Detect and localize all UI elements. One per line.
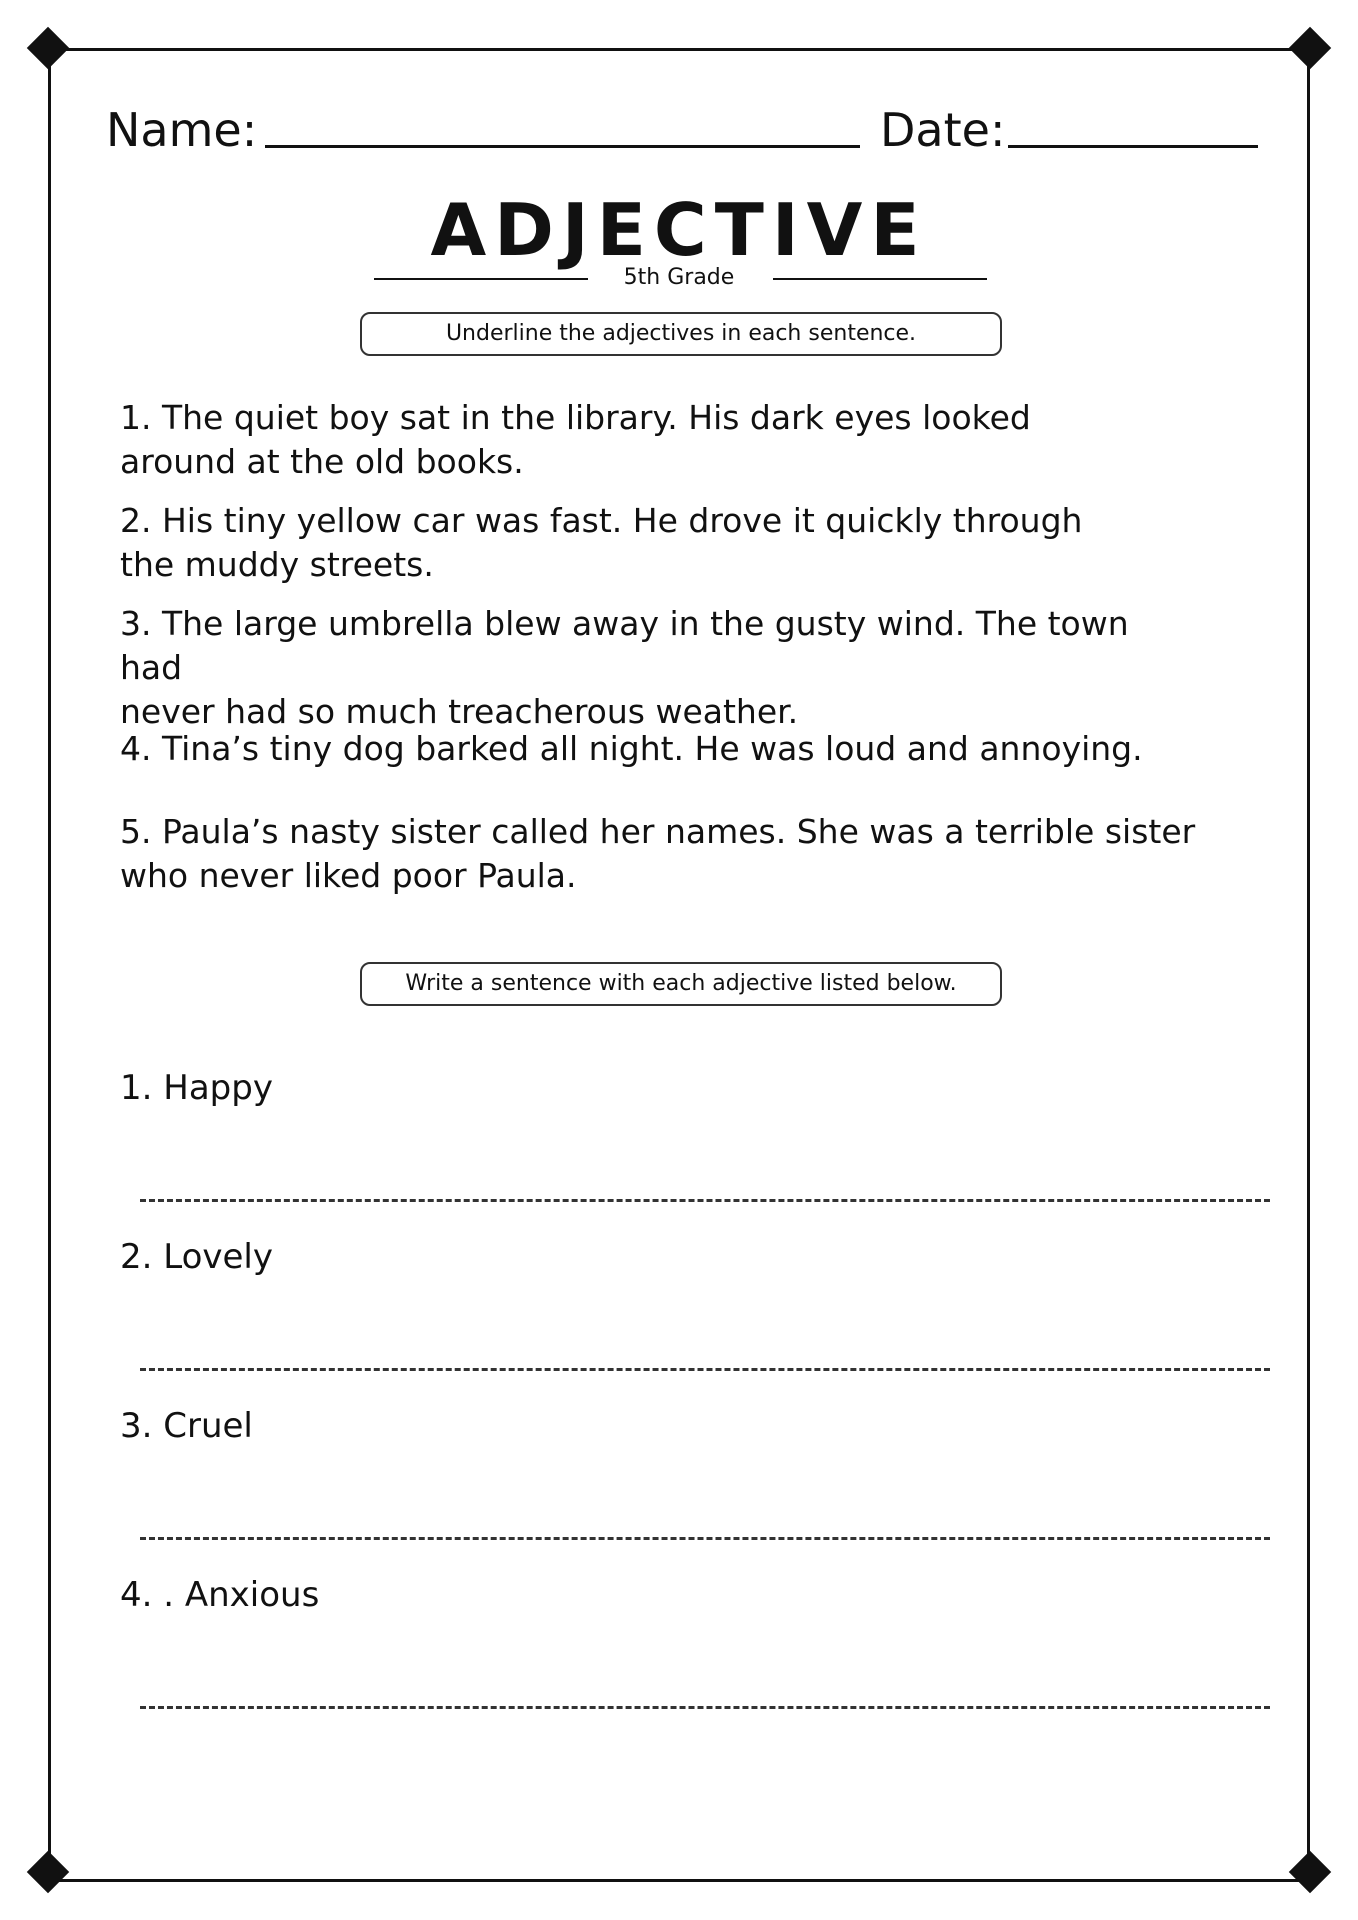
adjective-prompt: 3. Cruel xyxy=(120,1406,253,1446)
subtitle-rule-right xyxy=(773,278,987,280)
adjective-prompt: 1. Happy xyxy=(120,1068,273,1108)
date-label: Date: xyxy=(880,103,1006,157)
instruction-box-write: Write a sentence with each adjective listed below. xyxy=(360,962,1002,1006)
worksheet-title: ADJECTIVE xyxy=(430,188,928,272)
answer-line[interactable] xyxy=(140,1199,1270,1202)
sentence-item: 5. Paula’s nasty sister called her names. She was a terrible sister who never liked poor Paula. xyxy=(120,812,1196,895)
sentence-item: 2. His tiny yellow car was fast. He drove it quickly through the muddy streets. xyxy=(120,501,1083,584)
sentence-item: 3. The large umbrella blew away in the gusty wind. The town had never had so much treacherous weather. xyxy=(120,604,1129,731)
instruction-box-underline: Underline the adjectives in each sentence. xyxy=(360,312,1002,356)
sentence-item: 1. The quiet boy sat in the library. His dark eyes looked around at the old books. xyxy=(120,398,1031,481)
answer-line[interactable] xyxy=(140,1368,1270,1371)
date-blank-line[interactable] xyxy=(1008,145,1258,148)
answer-line[interactable] xyxy=(140,1706,1270,1709)
name-label: Name: xyxy=(106,103,258,157)
adjective-prompt: 4. . Anxious xyxy=(120,1575,320,1615)
adjective-prompt: 2. Lovely xyxy=(120,1237,273,1277)
answer-line[interactable] xyxy=(140,1537,1270,1540)
name-blank-line[interactable] xyxy=(265,145,860,148)
sentence-item: 4. Tina’s tiny dog barked all night. He was loud and annoying. xyxy=(120,729,1143,768)
worksheet-subtitle: 5th Grade xyxy=(623,265,735,290)
